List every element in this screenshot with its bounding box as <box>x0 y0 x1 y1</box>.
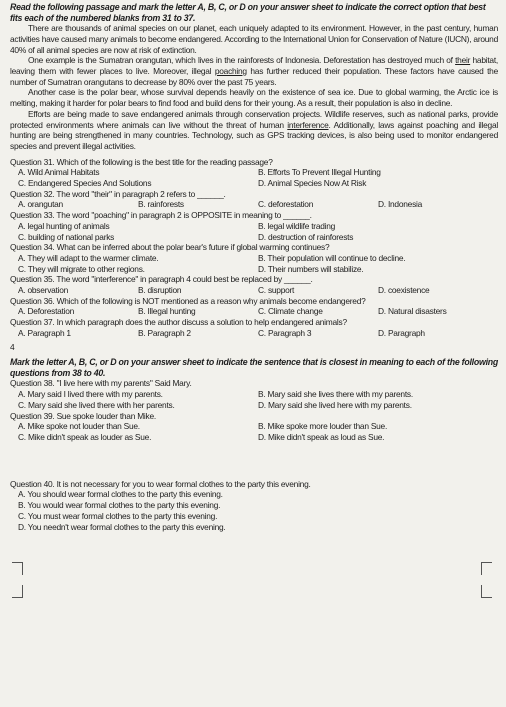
question-38-options-row2 <box>10 400 498 411</box>
question-36 <box>10 296 498 317</box>
question-35 <box>10 274 498 295</box>
question-33-options-row2 <box>10 232 498 243</box>
crop-mark-top-right <box>481 562 492 575</box>
option-a[interactable]: A. orangutan <box>18 199 63 210</box>
question-36-stem: Question 36. Which of the following is NOT mentioned as a reason why animals become endangered? <box>10 295 366 306</box>
question-33-stem: Question 33. The word "poaching" in paragraph 2 is OPPOSITE in meaning to ______. <box>10 210 312 221</box>
option-b[interactable]: B. rainforests <box>138 199 184 210</box>
option-a[interactable]: A. They will adapt to the warmer climate. <box>18 252 159 263</box>
question-38-options-row1 <box>10 389 498 400</box>
option-d[interactable]: D. You needn't wear formal clothes to the party this evening. <box>18 521 226 532</box>
option-b[interactable]: B. You would wear formal clothes to the party this evening. <box>18 500 221 511</box>
question-40 <box>10 479 498 533</box>
option-d[interactable]: D. Mike didn't speak as loud as Sue. <box>258 431 385 442</box>
instructions-sentence: Mark the letter A, B, C, or D on your answer sheet to indicate the sentence that is closest in meaning to each of the following questions from 38 to 40. <box>10 357 499 378</box>
option-c[interactable]: C. Mike didn't speak as louder as Sue. <box>18 431 152 442</box>
question-35-stem: Question 35. The word "interference" in paragraph 4 could best be replaced by ______. <box>10 274 313 285</box>
option-c[interactable]: C. You must wear formal clothes to the party this evening. <box>18 510 218 521</box>
question-40-options <box>10 489 498 532</box>
option-a[interactable]: A. You should wear formal clothes to the party this evening. <box>18 489 223 500</box>
paragraph-1 <box>10 23 498 55</box>
question-40-stem: Question 40. It is not necessary for you to wear formal clothes to the party this evening. <box>10 478 311 489</box>
question-36-options <box>10 306 498 317</box>
question-39-stem: Question 39. Sue spoke louder than Mike. <box>10 410 156 421</box>
option-c[interactable]: C. They will migrate to other regions. <box>18 263 145 274</box>
question-31-options-row2 <box>10 178 498 189</box>
question-33-options-row1 <box>10 221 498 232</box>
option-a[interactable]: A. Deforestation <box>18 306 75 317</box>
paragraph-2-text-b: habitat, leaving them with fewer places to live. Moreover, illegal <box>10 55 498 76</box>
option-d[interactable]: D. Indonesia <box>378 199 423 210</box>
question-33 <box>10 210 498 242</box>
question-34 <box>10 242 498 274</box>
question-31-stem: Question 31. Which of the following is the best title for the reading passage? <box>10 156 273 167</box>
option-c[interactable]: C. Paragraph 3 <box>258 327 312 338</box>
paragraph-2-text-c: has further reduced their population. These factors have caused the number of Sumatran orangutans to decrease by 80% over the past 75 years. <box>10 66 498 87</box>
option-c[interactable]: C. deforestation <box>258 199 314 210</box>
question-37-options <box>10 328 498 339</box>
option-d-continuation: 4 <box>10 341 15 352</box>
underlined-word-interference: interference <box>287 119 329 130</box>
option-c[interactable]: C. Climate change <box>258 306 323 317</box>
option-d[interactable]: D. Their numbers will stabilize. <box>258 263 364 274</box>
option-a[interactable]: A. legal hunting of animals <box>18 220 110 231</box>
question-32-options <box>10 199 498 210</box>
underlined-word-their: their <box>455 55 471 66</box>
option-a[interactable]: A. Mary said I lived there with my parents. <box>18 389 163 400</box>
question-35-options <box>10 285 498 296</box>
question-39-options-row1 <box>10 421 498 432</box>
option-d[interactable]: D. Paragraph <box>378 327 425 338</box>
instructions-reading: Read the following passage and mark the letter A, B, C, or D on your answer sheet to indicate the correct option that best fits each of the numbered blanks from 31 to 37. <box>10 2 486 23</box>
paragraph-4-text-b: . Additionally, laws against poaching and illegal hunting are being strengthened in many countries. Technology, such as GPS tracking devices, is also being used to monitor endangered species and prevent illegal activities. <box>10 119 498 151</box>
question-39 <box>10 411 498 443</box>
question-31 <box>10 157 498 189</box>
option-b[interactable]: B. disruption <box>138 285 182 296</box>
option-b[interactable]: B. Mike spoke more louder than Sue. <box>258 421 388 432</box>
option-a[interactable]: A. observation <box>18 285 69 296</box>
paragraph-3 <box>10 87 498 108</box>
question-39-options-row2 <box>10 432 498 443</box>
crop-mark-bottom-left <box>12 585 23 598</box>
question-34-stem: Question 34. What can be inferred about the polar bear's future if global warming continues? <box>10 242 330 253</box>
option-b[interactable]: B. Efforts To Prevent Illegal Hunting <box>258 167 381 178</box>
option-c[interactable]: C. support <box>258 285 295 296</box>
blank-space <box>10 443 498 479</box>
paragraph-1-text: There are thousands of animal species on our planet, each uniquely adapted to its environment. However, in the past century, human activities have caused many animals to become endangered. According to the International Union for Conservation of Nature (IUCN), around 40% of all animal species are now at risk of extinction. <box>10 23 498 55</box>
question-34-options-row1 <box>10 253 498 264</box>
option-d[interactable]: D. Mary said she lived here with my parents. <box>258 399 412 410</box>
underlined-word-poaching: poaching <box>214 66 247 76</box>
crop-mark-bottom-right <box>481 585 492 598</box>
option-d[interactable]: D. Animal Species Now At Risk <box>258 178 367 189</box>
paragraph-3-text: Another case is the polar bear, whose survival depends heavily on the existence of sea ice. Due to global warming, the Arctic ice is melting, making it harder for polar bears to find food and build dens for their young. As a result, their population is also in decline. <box>10 87 498 109</box>
option-a[interactable]: A. Paragraph 1 <box>18 327 71 338</box>
option-b[interactable]: B. Illegal hunting <box>138 306 196 317</box>
question-37-stem: Question 37. In which paragraph does the author discuss a solution to help endangered animals? <box>10 317 347 328</box>
paragraph-2 <box>10 55 498 87</box>
question-38-stem: Question 38. "I live here with my parents" Said Mary. <box>10 378 192 389</box>
crop-mark-top-left <box>12 562 23 575</box>
option-a[interactable]: A. Mike spoke not louder than Sue. <box>18 421 140 432</box>
question-38 <box>10 378 498 410</box>
option-b[interactable]: B. Mary said she lives there with my parents. <box>258 389 413 400</box>
option-b[interactable]: B. Their population will continue to decline. <box>258 252 406 263</box>
option-d[interactable]: D. Natural disasters <box>378 306 447 317</box>
option-c[interactable]: C. building of national parks <box>18 231 115 242</box>
paragraph-2-text-a: One example is the Sumatran orangutan, which lives in the rainforests of Indonesia. Deforestation has destroyed much of <box>28 55 456 66</box>
paragraph-4-text-a: Efforts are being made to save endangered animals through conservation projects. Wildlife reserves, such as national parks, provide protected environments where animals can live without the threat of human <box>10 108 498 130</box>
question-34-options-row2 <box>10 264 498 275</box>
option-d[interactable]: D. coexistence <box>378 285 430 296</box>
option-b[interactable]: B. Paragraph 2 <box>138 327 191 338</box>
paragraph-4 <box>10 109 498 152</box>
option-b[interactable]: B. legal wildlife trading <box>258 220 336 231</box>
question-32 <box>10 189 498 210</box>
option-a[interactable]: A. Wild Animal Habitats <box>18 167 100 178</box>
question-37 <box>10 317 498 352</box>
question-31-options-row1 <box>10 167 498 178</box>
question-32-stem: Question 32. The word "their" in paragraph 2 refers to ______. <box>10 188 226 199</box>
option-c[interactable]: C. Mary said she lived there with her parents. <box>18 399 175 410</box>
option-d[interactable]: D. destruction of rainforests <box>258 231 354 242</box>
option-c[interactable]: C. Endangered Species And Solutions <box>18 178 152 189</box>
